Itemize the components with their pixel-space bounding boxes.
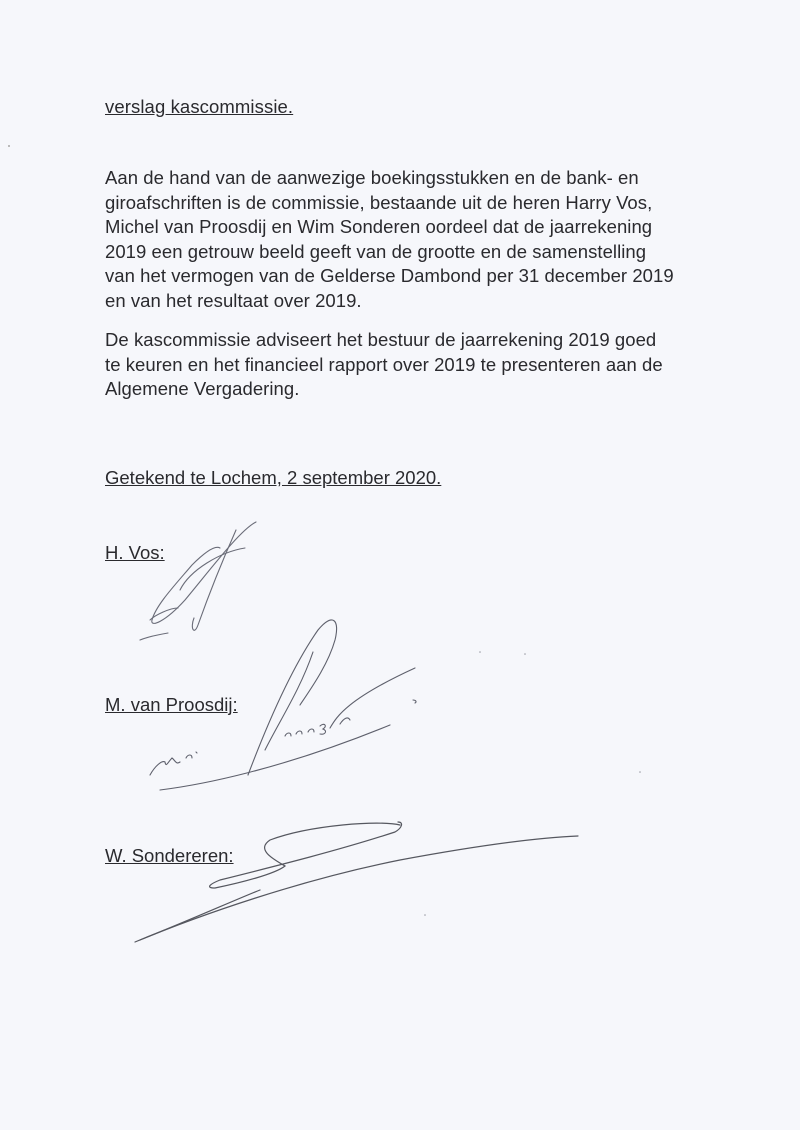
signatory-label-van-proosdij: M. van Proosdij: <box>105 694 238 715</box>
paragraph-advice <box>105 328 745 402</box>
signatory-label-vos: H. Vos: <box>105 542 165 563</box>
text-line: Michel van Proosdij en Wim Sonderen oordeel dat de jaarrekening <box>105 216 653 237</box>
scan-speck <box>8 145 10 147</box>
scan-speck <box>524 653 526 655</box>
text-line: giroafschriften is de commissie, bestaande uit de heren Harry Vos, <box>105 191 653 213</box>
scan-speck <box>424 914 426 916</box>
text-line: De kascommissie adviseert het bestuur de jaarrekening 2019 goed <box>105 329 657 350</box>
signature-w-sondereren <box>135 822 578 942</box>
text-line: Algemene Vergadering. <box>105 378 300 399</box>
scan-speck <box>639 771 641 773</box>
scan-speck <box>479 651 481 653</box>
text-line: van het vermogen van de Gelderse Dambond per 31 december 2019 <box>105 265 674 286</box>
text-line: Aan de hand van de aanwezige boekingsstukken en de bank- en <box>105 167 639 188</box>
signature-h-vos <box>140 522 256 640</box>
document-title: verslag kascommissie. <box>105 96 294 117</box>
text-line: en van het resultaat over 2019. <box>105 289 362 311</box>
paragraph-findings <box>105 166 745 313</box>
text-line: 2019 een getrouw beeld geeft van de grootte en de samenstelling <box>105 240 647 262</box>
text-line: te keuren en het financieel rapport over 2019 te presenteren aan de <box>105 353 663 375</box>
signatory-label-sondereren: W. Sondereren: <box>105 845 234 866</box>
signed-place-date: Getekend te Lochem, 2 september 2020. <box>105 467 442 488</box>
